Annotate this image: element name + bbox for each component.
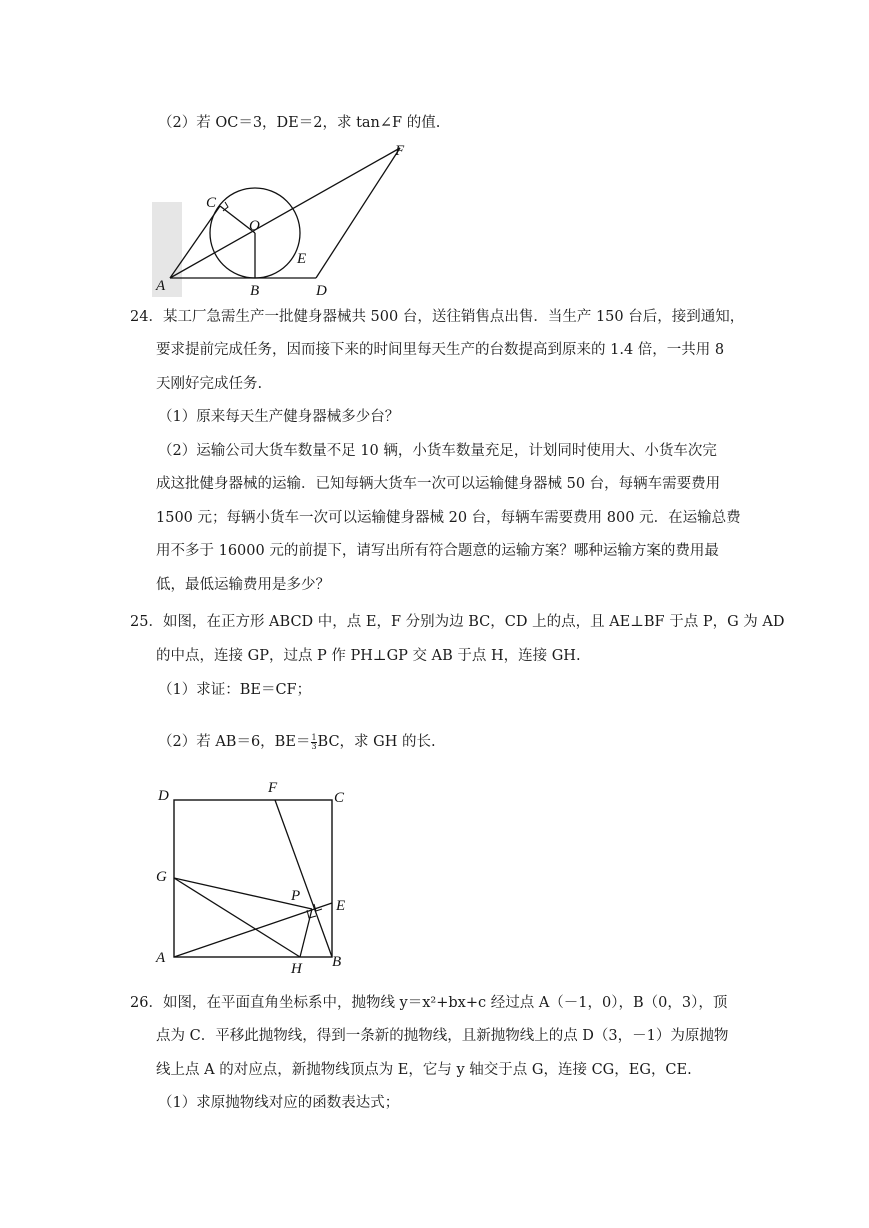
q24-line3: 天刚好完成任务. [156,376,263,392]
label-H: H [291,961,302,977]
label-P: P [291,888,301,904]
q25-line2: 的中点，连接 GP，过点 P 作 PH⊥GP 交 AB 于点 H，连接 GH. [156,648,581,664]
label-B: B [250,283,260,299]
q25-line1: 25．如图，在正方形 ABCD 中，点 E，F 分别为边 BC，CD 上的点，且 AE⊥BF 于点 P，G 为 AD [130,614,785,630]
label-G: G [156,869,167,885]
q26-line2: 点为 C．平移此抛物线，得到一条新的抛物线，且新抛物线上的点 D（3，－1）为原抛物 [156,1028,729,1044]
q25-figure [148,778,358,978]
line-BF [275,800,332,957]
label-A: A [156,950,166,966]
line-PH [300,909,312,957]
q25-part2 [158,732,436,752]
fraction-denominator: 3 [311,741,317,751]
label-D: D [316,283,327,299]
label-F: F [395,143,405,159]
q24-part2-l3: 1500 元；每辆小货车一次可以运输健身器械 20 台，每辆车需要费用 800 元．在运输总费 [156,510,741,526]
q25-part2-pre: （2）若 AB＝6，BE＝ [158,734,311,750]
label-E: E [336,898,346,914]
q24-part2-l1: （2）运输公司大货车数量不足 10 辆，小货车数量充足，计划同时使用大、小货车次完 [158,443,717,459]
label-C: C [206,195,217,211]
line-AE [174,903,332,957]
square-ABCD [174,800,332,957]
label-E: E [297,251,307,267]
label-O: O [249,218,260,234]
line-AF [170,148,400,278]
line-GH [174,878,300,957]
q26-line1: 26．如图，在平面直角坐标系中，抛物线 y＝x²+bx+c 经过点 A（－1，0），B（0，3），顶 [130,995,728,1011]
q24-part2-l4: 用不多于 16000 元的前提下，请写出所有符合题意的运输方案？哪种运输方案的费用最 [156,543,719,559]
fraction [311,734,316,751]
label-F: F [268,780,278,796]
label-B: B [332,954,342,970]
q24-line2: 要求提前完成任务，因而接下来的时间里每天生产的台数提高到原来的 1.4 倍，一共用 8 [156,342,725,358]
q23-figure [150,140,420,300]
q25-part2-post: BC，求 GH 的长. [317,734,436,750]
q24-part1: （1）原来每天生产健身器械多少台？ [158,409,400,425]
label-D: D [158,788,169,804]
q23-part2: （2）若 OC＝3，DE＝2，求 tan∠F 的值. [158,115,441,131]
line-FD [316,148,400,278]
q26-line3: 线上点 A 的对应点，新抛物线顶点为 E，它与 y 轴交于点 G，连接 CG，EG，CE. [156,1062,692,1078]
label-A: A [156,278,166,294]
q24-part2-l5: 低，最低运输费用是多少？ [156,577,330,593]
label-C: C [334,790,345,806]
fraction-numerator: 1 [311,732,317,742]
q25-part1: （1）求证：BE＝CF； [158,682,312,698]
q24-line1: 24．某工厂急需生产一批健身器械共 500 台，送往销售点出售．当生产 150 台后，接到通知， [130,309,745,325]
q26-part1: （1）求原抛物线对应的函数表达式； [158,1095,400,1111]
q24-part2-l2: 成这批健身器械的运输．已知每辆大货车一次可以运输健身器械 50 台，每辆车需要费用 [156,476,721,492]
